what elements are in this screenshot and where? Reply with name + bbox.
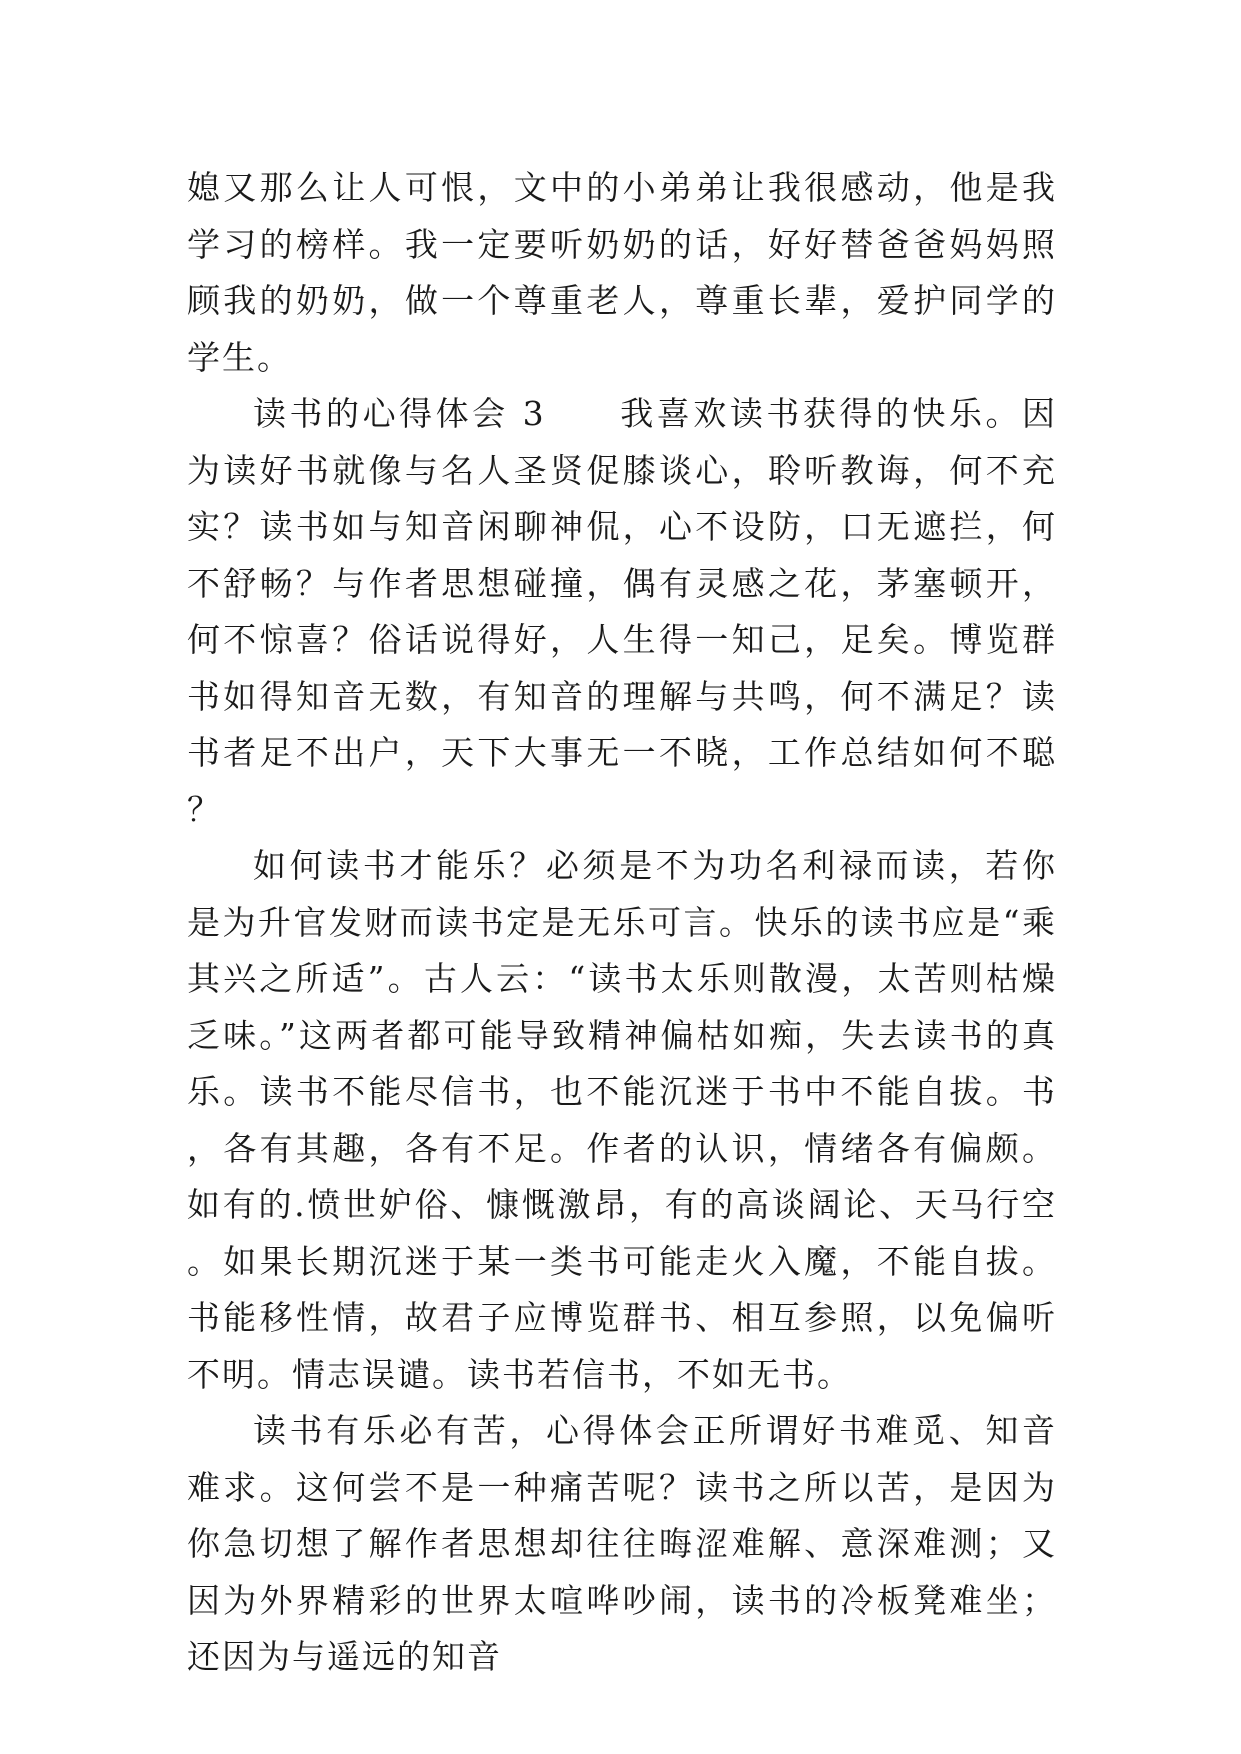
paragraph-text: 我喜欢读书获得的快乐。因为读好书就像与名人圣贤促膝谈心，聆听教诲，何不充实？读书如与知音闲聊神侃，心不设防，口无遮拦，何不舒畅？与作者思想碰撞，偶有灵感之花，茅塞顿开，何不惊喜？俗话说得好，人生得一知己，足矣。博览群书如得知音无数，有知音的理解与共鸣，何不满足？读书者足不出户，天下大事无一不晓，工作总结如何不聪？ [187, 394, 1058, 829]
heading-gap [546, 394, 621, 433]
section-heading: 读书的心得体会 3 [253, 394, 546, 433]
paragraph-1 [187, 160, 1057, 386]
paragraph-text: 如何读书才能乐？必须是不为功名利禄而读，若你是为升官发财而读书定是无乐可言。快乐的读书应是“乘其兴之所适”。古人云：“读书太乐则散漫，太苦则枯燥乏味。”这两者都可能导致精神偏枯如痴，失去读书的真乐。读书不能尽信书，也不能沉迷于书中不能自拔。书，各有其趣，各有不足。作者的认识，情绪各有偏颇。如有的.愤世妒俗、慷慨激昂，有的高谈阔论、天马行空。如果长期沉迷于某一类书可能走火入魔，不能自拔。书能移性情，故君子应博览群书、相互参照，以免偏听不明。情志误谴。读书若信书，不如无书。 [187, 846, 1057, 1394]
paragraph-3 [187, 838, 1057, 1403]
paragraph-2 [187, 386, 1057, 838]
document-body [187, 160, 1057, 1686]
paragraph-4 [187, 1403, 1057, 1686]
paragraph-text: 媳又那么让人可恨，文中的小弟弟让我很感动，他是我学习的榜样。我一定要听奶奶的话，好好替爸爸妈妈照顾我的奶奶，做一个尊重老人，尊重长辈，爱护同学的学生。 [187, 168, 1057, 377]
paragraph-text: 读书有乐必有苦，心得体会正所谓好书难觅、知音难求。这何尝不是一种痛苦呢？读书之所以苦，是因为你急切想了解作者思想却往往晦涩难解、意深难测；又因为外界精彩的世界太喧哗吵闹，读书的冷板凳难坐；还因为与遥远的知音 [187, 1411, 1057, 1676]
